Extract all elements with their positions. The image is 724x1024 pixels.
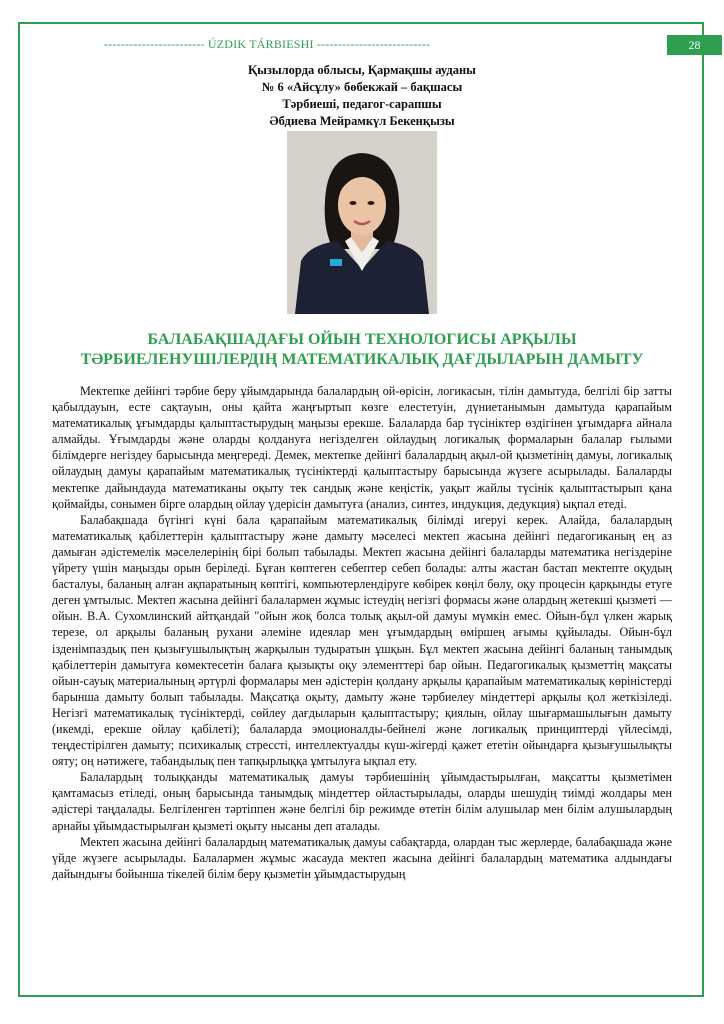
article-body [52,383,672,882]
author-institution: № 6 «Айсұлу» бөбекжай – бақшасы [261,80,463,94]
author-name: Әбдиева Мейрамкүл Бекенқызы [269,114,455,128]
body-paragraph-4: Мектеп жасына дейінгі балалардың математикалық дамуы сабақтарда, олардан тыс жерлерде, балабақшада және үйде жүзеге асырылады. Балалармен жұмыс жасауда мектеп жасына дейінгі балалардың математика алдындағы дайындығы бойынша тікелей білім беру қызметін ұйымдастырудың [52,834,672,881]
journal-header: ------------------------ ÚZDIK TÁRBIESHI --------------------------- [104,37,431,51]
article-title-line-2: ТӘРБИЕЛЕНУШІЛЕРДІҢ МАТЕМАТИКАЛЫҚ ДАҒДЫЛАРЫН ДАМЫТУ [80,351,644,368]
portrait-illustration [287,131,437,314]
author-portrait [287,131,437,314]
author-position: Тәрбиеші, педагог-сарапшы [282,97,442,111]
author-region: Қызылорда облысы, Қармақшы ауданы [248,63,476,77]
body-paragraph-3: Балалардың толыққанды математикалық дамуы тәрбиешінің ұйымдастырылған, мақсатты қызметімен қамтамасыз етіледі, оның барысында танымдық міндеттер ойластырылады, оларды шешудің тиімді жолдары мен әдістері таңдалады. Белгіленген тәртіппен және белгілі бір режимде өтетін білім алушылар мен білім алушылардың арнайы ұйымдастырылған қызметі оқыту нысаны деп аталады. [52,770,672,833]
page-number-badge: 28 [667,35,722,55]
article-title-line-1: БАЛАБАҚШАДАҒЫ ОЙЫН ТЕХНОЛОГИСЫ АРҚЫЛЫ [147,331,577,348]
author-block [60,62,664,130]
body-paragraph-2: Балабақшада бүгінгі күні бала қарапайым математикалық білімді игеруі керек. Алайда, балалардың математикалық қабілеттерін қалыптастыру және дамыту мәселесі мектеп жасына дейінгі педагогиканың ең аз дамыған әдістемелік мәселелерінің бірі болып табылады. Мектеп жасына дейінгі балаларды математика негіздеріне үйрету үшін маңызды орын беріледі. Бұған көптеген себептер себеп болады: алты жастан бастап мектепте оқудың басталуы, баланың алған ақпаратының көптігі, компьютерлендіруге көбірек көңіл бөлу, оқу процесін қарқынды етуге деген ұмтылыс. Мектеп жасына дейінгі балалармен жұмыс істеудің негізгі формасы және олардың жетекші қызметі — ойын. В.А. Сухомлинский айтқандай "ойын жоқ болса толық ақыл-ой дамуы мүмкін емес. Ойын-бұл үлкен жарық терезе, ол арқылы баланың рухани әлеміне идеялар мен ұғымдардың өміршең ағымы құйылады. Ойын-бұл ізденімпаздық пен қызығушылықтың жарқылын тудыратын ұшқын. Бұл мектеп жасына дейінгі баланың танымдық қабілеттерін дамытуға көмектесетін балаға қызықты оқу элементтері бар ойын. Педагогикалық қызметтің мақсаты ойын-сауық материалының әртүрлі формалары мен әдістерін қолдану арқылы қарапайым математикалық көріністерді барынша дамыту болып табылады. Мақсатқа оқыту, дамыту және тәрбиелеу міндеттері арқылы қол жеткізіледі. Негізгі математикалық түсініктерді, сөйлеу дағдыларын қалыптастыру; қиялын, ойлау шығармашылығын дамыту (икемді, ерекше ойлау қабілеті); балаларда эмоционалды-бейнелі және логикалық принциптерді үйлесімді, теңдестірілген дамыту; психикалық стрессті, интеллектуалды күш-жігерді қажет ететін ойындарға қызығушылықты ояту; оң нәтижеге, табандылық пен тапқырлыққа ұмтылуға ықпал ету. [52,512,672,769]
body-paragraph-1: Мектепке дейінгі тәрбие беру ұйымдарында балалардың ой-өрісін, логикасын, тілін дамытуда, белгілі бір затты қабылдауын, есте сақтауын, оны қайта жаңғыртып көзге елестетуін, дүниетанымын дамытуда қарапайым математикалық ұғымдарды қалыптастырудың маңызы ерекше. Балаларда бар түсініктер өздігінен ұғымдарға айнала алмайды. Ұғымдарды және оларды қолдануға негізделген ойлаудың логикалық формаларын балалар ғылыми білімдерге негіздеу барысында меңгереді. Демек, мектепке дейінгі балалардың ақыл-ой қызметінің дамуы, логикалық ойлаудың дамуы қарапайым математикалық түсініктерді қалыптастыру барысында жүзеге асырылады. Балаларды мектепке дайындауда математиканы оқыту тек сандық және кеңістік, уақыт жайлы түсінік қалыптастырып қана қоймайды, сонымен бірге олардың ойлау үдерісін дамытуға (анализ, синтез, индукция, дедукция) ықпал етеді. [52,384,672,511]
article-title [60,330,664,370]
